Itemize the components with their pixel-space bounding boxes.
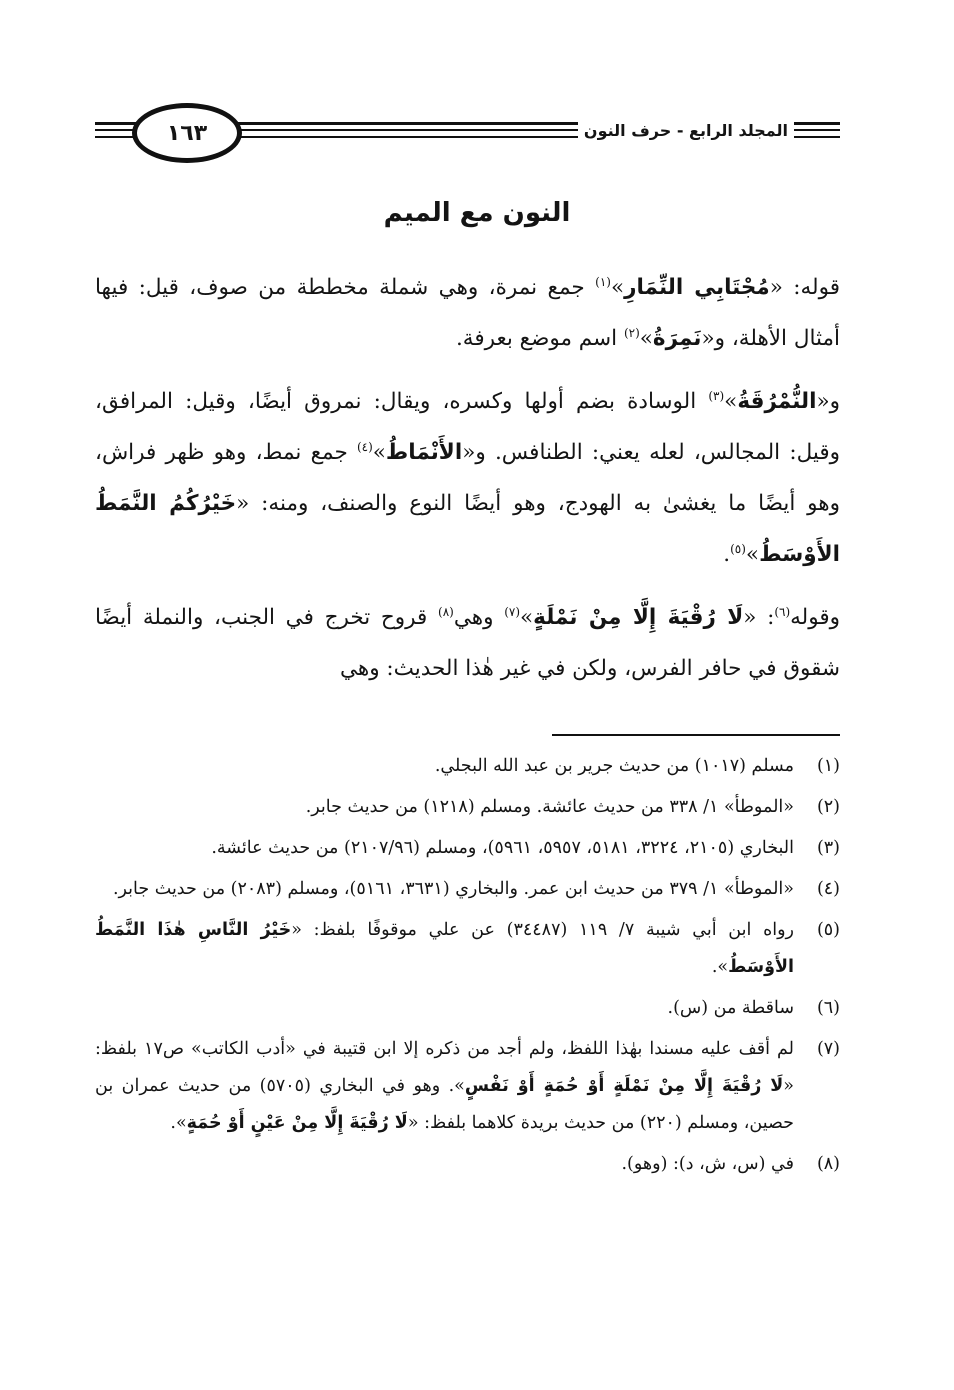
text-run: » xyxy=(639,326,653,351)
text-run: » xyxy=(724,389,738,414)
footnote-text xyxy=(95,912,794,986)
paragraph-2 xyxy=(95,376,840,580)
quoted-term: الأَنْمَاطُ xyxy=(385,440,463,465)
footnote-item xyxy=(95,871,840,908)
footnote-item xyxy=(95,1146,840,1183)
page-header xyxy=(95,95,840,171)
text-run: اسم موضع بعرفة. xyxy=(455,326,624,351)
quoted-term: لَا رُقْيَةَ إِلَّا مِنْ نَمْلَةٍ xyxy=(533,605,744,630)
footnote-text: في (س، ش، د): (وهو). xyxy=(621,1154,794,1174)
running-title: المجلد الرابع - حرف النون xyxy=(578,121,794,140)
footnote-number: (٨) xyxy=(816,1154,840,1174)
text-run: جمع نمرة، وهي شملة مخططة من صوف، قيل: فيها أمثال الأهلة، و« xyxy=(95,275,840,351)
footnotes xyxy=(95,748,840,1187)
footnote-text xyxy=(95,1031,794,1142)
text-run: لم أقف عليه مسندا بهٰذا اللفظ، ولم أجد من ذكره إلا ابن قتيبة في «أدب الكاتب» ص١٧ بلفظ: « xyxy=(95,1039,794,1096)
text-run: » xyxy=(610,275,625,300)
footnote-text: ساقطة من (س). xyxy=(667,998,794,1018)
footnote-ref: (٤) xyxy=(356,439,373,454)
paragraph-3 xyxy=(95,592,840,694)
text-run: : « xyxy=(743,605,775,630)
page-number-oval xyxy=(132,103,242,163)
text-run: قروح تخرج في الجنب، والنملة أيضًا شقوق في حافر الفرس، ولكن في غير هٰذا الحديث: وهي xyxy=(95,605,840,681)
footnote-item xyxy=(95,830,840,867)
text-run: » xyxy=(745,542,760,567)
quoted-hadith: لَا رُقْيَةَ إِلَّا مِنْ نَمْلَةٍ أَوْ حُمَةٍ أَوْ نَفْسٍ xyxy=(464,1076,784,1096)
text-run: وهي xyxy=(453,605,505,630)
footnote-text: «الموطأ» ١/ ٣٧٩ من حديث ابن عمر. والبخاري (٣٦٣١، ٥١٦١)، ومسلم (٢٠٨٣) من حديث جابر. xyxy=(112,879,794,899)
footnote-item xyxy=(95,1031,840,1142)
quoted-hadith: خَيْرُ النَّاسِ هٰذَا النَّمَطُ الأَوْسَطُ xyxy=(95,920,794,977)
footnote-item xyxy=(95,990,840,1027)
quoted-term: مُجْتَابِي النِّمَارِ xyxy=(624,275,770,300)
footnote-text: مسلم (١٠١٧) من حديث جرير بن عبد الله البجلي. xyxy=(434,756,794,776)
text-run: قوله: « xyxy=(769,275,840,300)
footnote-ref: (٥) xyxy=(730,541,746,556)
footnote-separator xyxy=(552,734,840,736)
footnote-text: «الموطأ» ١/ ٣٣٨ من حديث عائشة. ومسلم (١٢١٨) من حديث جابر. xyxy=(305,797,794,817)
footnote-ref: (٧) xyxy=(504,604,521,619)
footnote-ref: (٢) xyxy=(623,325,640,340)
footnote-number: (٢) xyxy=(816,797,840,817)
footnote-number: (٣) xyxy=(816,838,840,858)
text-run: وقوله xyxy=(790,605,841,630)
quoted-term: خَيْرُكُمُ النَّمَطُ الأَوْسَطُ xyxy=(95,491,840,567)
text-run: ». xyxy=(711,957,729,977)
text-run: جمع نمط، وهو ظهر فراش، وهو أيضًا ما يغشىٰ به الهودج، وهو أيضًا النوع والصنف، ومنه: « xyxy=(95,440,840,516)
section-title: النون مع الميم xyxy=(383,198,571,228)
footnote-number: (٧) xyxy=(816,1039,840,1059)
text-run: ». وهو في البخاري (٥٧٠٥) من حديث عمران بن حصين، ومسلم (٢٢٠) من حديث بريدة كلاهما بلفظ: « xyxy=(95,1076,794,1133)
footnote-item xyxy=(95,748,840,785)
paragraph-1 xyxy=(95,262,840,364)
footnote-ref: (٦) xyxy=(774,604,791,619)
footnote-item xyxy=(95,912,840,986)
footnote-ref: (٣) xyxy=(708,388,725,403)
footnote-number: (١) xyxy=(816,756,840,776)
text-run: ». xyxy=(170,1113,187,1133)
text-run: » xyxy=(372,440,386,465)
footnote-ref: (١) xyxy=(595,274,611,289)
footnote-number: (٥) xyxy=(816,920,840,940)
quoted-term: نَمِرَةُ xyxy=(652,326,702,351)
footnote-item xyxy=(95,789,840,826)
text-run: . xyxy=(723,542,731,567)
text-run: » xyxy=(520,605,534,630)
footnote-number: (٤) xyxy=(816,879,840,899)
main-text xyxy=(95,262,840,706)
text-run: الوسادة بضم أولها وكسره، ويقال: نمروق أيضًا، وقيل: المرافق، وقيل: المجالس، لعله يعني: الطنافس. و« xyxy=(95,389,840,465)
quoted-hadith: لَا رُقْيَةَ إِلَّا مِنْ عَيْنٍ أَوْ حُمَةٍ xyxy=(186,1113,408,1133)
text-run: رواه ابن أبي شيبة ٧/ ١١٩ (٣٤٤٨٧) عن علي موقوفًا بلفظ: « xyxy=(291,920,794,940)
text-run: و« xyxy=(816,389,840,414)
quoted-term: النُّمْرُقَةُ xyxy=(737,389,817,414)
footnote-text: البخاري (٢١٠٥، ٣٢٢٤، ٥١٨١، ٥٩٥٧، ٥٩٦١)، ومسلم (٢١٠٧/٩٦) من حديث عائشة. xyxy=(211,838,794,858)
page-number: ١٦٣ xyxy=(166,120,208,146)
footnote-ref: (٨) xyxy=(438,604,454,619)
footnote-number: (٦) xyxy=(816,998,840,1018)
